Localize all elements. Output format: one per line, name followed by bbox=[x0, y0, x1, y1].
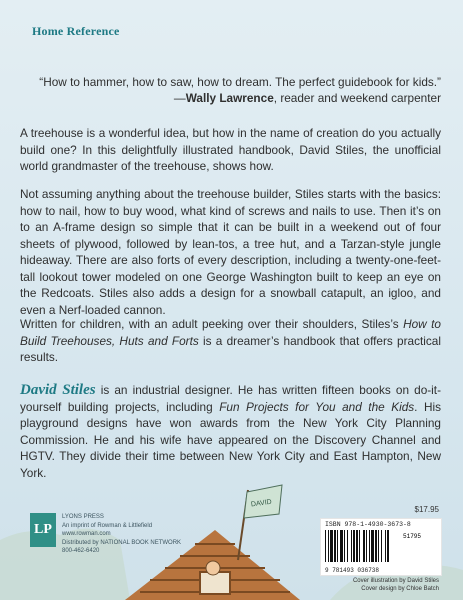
price-label: $17.95 bbox=[414, 505, 439, 514]
publisher-phone: 800-462-6420 bbox=[62, 548, 100, 554]
barcode-bar bbox=[363, 530, 365, 562]
barcode-bar bbox=[375, 530, 377, 562]
flag-text: DAVID bbox=[250, 498, 273, 509]
quote-dash: — bbox=[173, 91, 186, 105]
cover-credits bbox=[353, 577, 439, 593]
isbn-label: ISBN 978-1-4930-3673-8 bbox=[325, 521, 411, 528]
design-credit: Cover design by Chloe Batch bbox=[361, 586, 439, 592]
child-head bbox=[206, 561, 220, 575]
barcode-bars bbox=[325, 530, 437, 564]
barcode-bar bbox=[330, 530, 333, 562]
barcode bbox=[320, 518, 442, 576]
barcode-bar bbox=[328, 530, 329, 562]
publisher-info bbox=[62, 513, 181, 556]
publisher-logo: LP bbox=[30, 513, 56, 547]
intro-paragraph: A treehouse is a wonderful idea, but how in the name of creation do you actually build one? In this delightfully illustrated handbook, David Stiles, the unofficial world grandmaster of the treehouse, shows how. bbox=[20, 126, 441, 173]
quote-text: “How to hammer, how to saw, how to dream. The perfect guidebook for kids.” bbox=[39, 75, 441, 89]
barcode-number: 9 781493 036738 bbox=[325, 567, 380, 574]
barcode-bar bbox=[381, 530, 382, 562]
barcode-bar bbox=[387, 530, 389, 562]
barcode-bar bbox=[347, 530, 348, 562]
bio-text-after: . His playground designs have won awards from the New York City Planning Commission. He and his wife have appeared on the Discovery Channel and HGTV. They divide their time between New York City and East Hampton, New York. bbox=[20, 399, 442, 480]
barcode-bar bbox=[356, 530, 358, 562]
barcode-bar bbox=[344, 530, 345, 562]
publisher-imprint: An imprint of Rowman & Littlefield bbox=[62, 522, 153, 529]
barcode-bar bbox=[334, 530, 336, 562]
illustration-credit: Cover illustration by David Stiles bbox=[352, 578, 439, 584]
basics-paragraph: Not assuming anything about the treehouse builder, Stiles starts with the basics: how to nail, how to buy wood, what kind of screws and nails to use. Then it’s on to an A-frame design so simple that it can be built in a weekend out of four sheets of plywood, followed by lean-tos, a tree hut, and a Tarzan-style jungle hideaway. There are also forts of every description, including a twenty-one-feet-tall lookout tower modeled on one George Washington built to keep an eye on the Redcoats. Stiles also adds a design for a snowball catapult, an igloo, and even a Nerf-loaded cannon. bbox=[20, 187, 441, 317]
barcode-bar bbox=[351, 530, 352, 562]
author-name: David Stiles bbox=[20, 382, 96, 398]
barcode-bar bbox=[378, 530, 379, 562]
quote-attribution bbox=[22, 90, 441, 106]
barcode-bar bbox=[369, 530, 370, 562]
barcode-bar bbox=[385, 530, 386, 562]
price-code: 51795 bbox=[403, 533, 422, 540]
publisher-distributor: Distributed by NATIONAL BOOK NETWORK bbox=[62, 539, 182, 546]
barcode-bar bbox=[337, 530, 338, 562]
author-bio bbox=[20, 382, 441, 481]
barcode-bar bbox=[340, 530, 343, 562]
summary-text-after: is a dreamer’s handbook that offers practical results. bbox=[20, 333, 441, 364]
summary-paragraph bbox=[20, 316, 441, 366]
barcode-bar bbox=[371, 530, 374, 562]
summary-text-before: Written for children, with an adult peeking over their shoulders, Stiles’s bbox=[20, 317, 404, 331]
quote-author-role: , reader and weekend carpenter bbox=[273, 91, 441, 105]
quote-author: Wally Lawrence bbox=[185, 91, 274, 105]
category-label: Home Reference bbox=[32, 24, 120, 38]
publisher-name: LYONS PRESS bbox=[62, 514, 104, 520]
barcode-bar bbox=[325, 530, 326, 562]
barcode-bar bbox=[359, 530, 360, 562]
publisher-block bbox=[30, 513, 181, 556]
book-title: How to Build Treehouses, Huts and Forts bbox=[20, 317, 441, 348]
bio-text-before: is an industrial designer. He has written fifteen books on do-it-yourself building projects, including bbox=[20, 383, 442, 414]
treehouse-window bbox=[200, 572, 230, 594]
bio-book-title: Fun Projects for You and the Kids bbox=[219, 399, 415, 414]
barcode-bar bbox=[366, 530, 367, 562]
publisher-url: www.rowman.com bbox=[62, 531, 111, 537]
blurb-quote bbox=[22, 74, 441, 106]
barcode-bar bbox=[353, 530, 355, 562]
